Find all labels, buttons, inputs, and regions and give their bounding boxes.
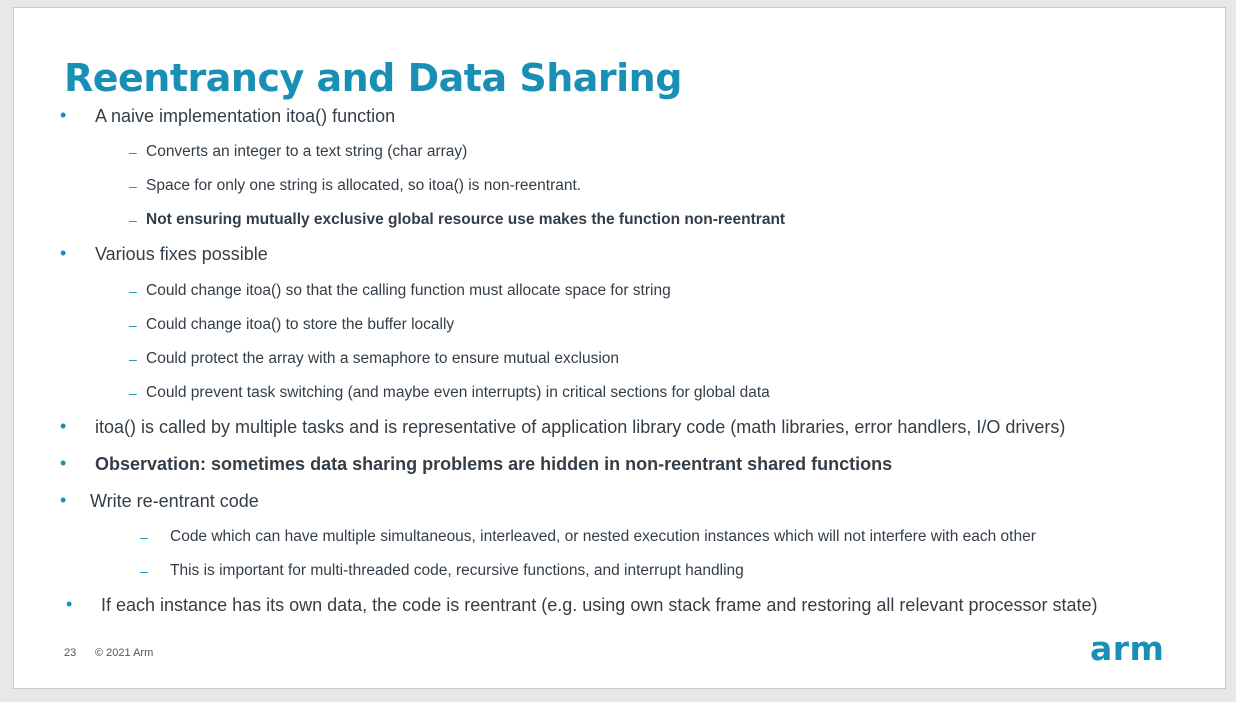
bullet-icon: • [60,105,67,125]
bullet-text: Write re-entrant code [90,491,259,511]
sub-bullet-text: Code which can have multiple simultaneous, interleaved, or nested execution instances which will not interfere with each other [170,528,1036,545]
dash-icon: – [129,385,137,401]
copyright: © 2021 Arm [95,647,154,659]
dash-icon: – [129,317,137,333]
dash-icon: – [140,563,148,579]
arm-logo: arm [1090,629,1165,668]
bullet-text: Various fixes possible [95,244,268,264]
dash-icon: – [129,178,137,194]
bullet-text: If each instance has its own data, the code is reentrant (e.g. using own stack frame and restoring all relevant processor state) [101,595,1098,615]
bullet-icon: • [66,594,73,614]
bullet-icon: • [60,243,67,263]
dash-icon: – [129,283,137,299]
sub-bullet-text: Could prevent task switching (and maybe even interrupts) in critical sections for global data [146,384,770,401]
sub-bullet-text: Could change itoa() to store the buffer locally [146,316,455,333]
dash-icon: – [129,144,137,160]
dash-icon: – [140,529,148,545]
sub-bullet-text: Could protect the array with a semaphore to ensure mutual exclusion [146,350,619,367]
sub-bullet-text: Space for only one string is allocated, so itoa() is non-reentrant. [146,177,582,194]
slide [13,7,1226,689]
bullet-text: Observation: sometimes data sharing problems are hidden in non-reentrant shared functions [95,454,893,474]
bullet-icon: • [60,490,67,510]
bullet-text: itoa() is called by multiple tasks and is representative of application library code (math libraries, error handlers, I/O drivers) [95,417,1066,437]
sub-bullet-text: This is important for multi-threaded code, recursive functions, and interrupt handling [170,562,744,579]
bullet-icon: • [60,453,67,473]
slide-title: Reentrancy and Data Sharing [64,56,682,100]
page-number: 23 [64,647,77,659]
dash-icon: – [129,212,137,228]
dash-icon: – [129,351,137,367]
sub-bullet-text: Could change itoa() so that the calling function must allocate space for string [146,282,671,299]
sub-bullet-text: Converts an integer to a text string (char array) [146,143,468,160]
sub-bullet-text: Not ensuring mutually exclusive global resource use makes the function non-reentrant [146,211,786,228]
bullet-text: A naive implementation itoa() function [95,106,396,126]
bullet-icon: • [60,416,67,436]
